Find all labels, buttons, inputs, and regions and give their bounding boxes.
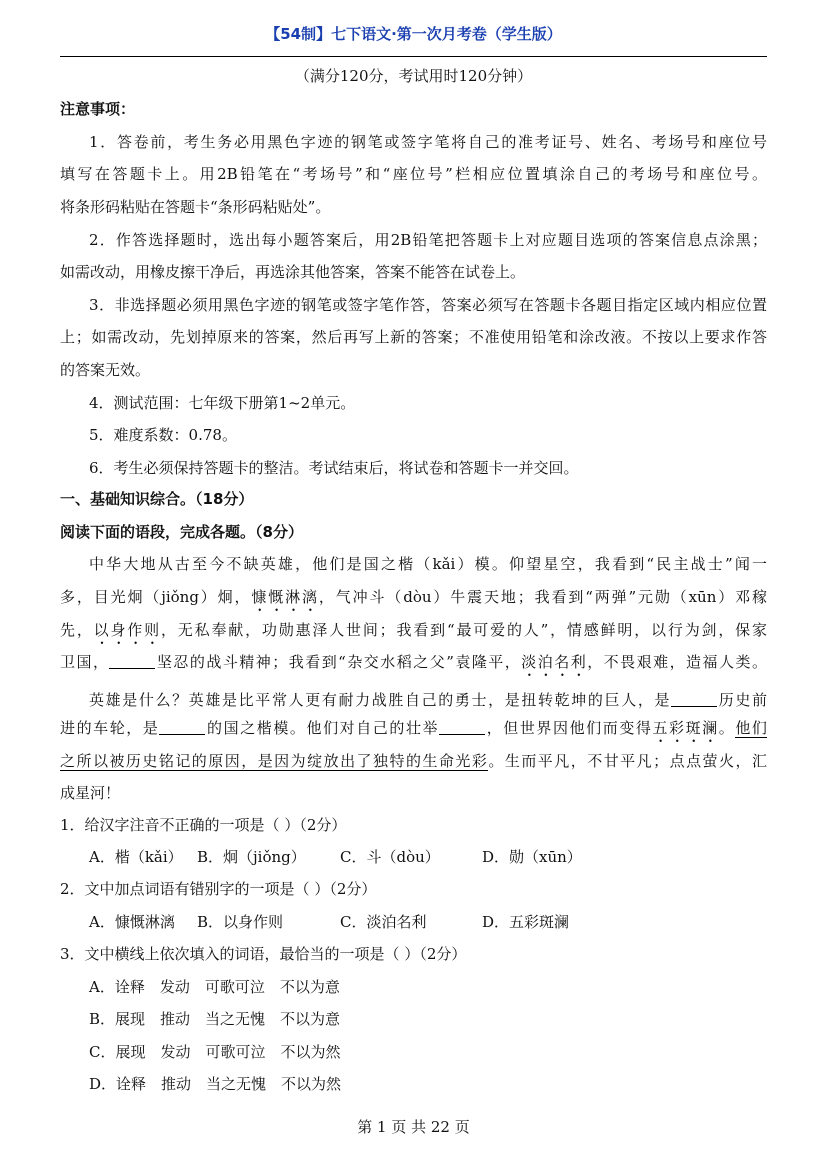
answer-blank — [671, 692, 717, 707]
underlined-sentence: 他们 — [735, 719, 767, 737]
option-c[interactable]: C．展现 发动 可歌可泣 不以为然 — [89, 1043, 341, 1061]
notice-line: 5．难度系数：0.78。 — [89, 426, 237, 444]
option-b[interactable]: B．展现 推动 当之无愧 不以为意 — [89, 1010, 341, 1028]
reading-title: 阅读下面的语段，完成各题。（8分） — [60, 523, 303, 541]
passage-line: 英雄是什么？英雄是比平常人更有耐力战胜自己的勇士，是扭转乾坤的巨人，是 历史前 — [89, 691, 767, 709]
passage-line: 中华大地从古至今不缺英雄，他们是国之楷（kǎi）模。仰望星空，我看到“民主战士”闻一 — [89, 555, 767, 573]
header-rule — [60, 56, 767, 57]
notice-line: 的答案无效。 — [60, 361, 151, 379]
answer-blank — [439, 720, 485, 735]
notice-line: 3．非选择题必须用黑色字迹的钢笔或签字笔作答，答案必须写在答题卡各题目指定区域内相应位置 — [89, 296, 767, 314]
notice-line: 填写在答题卡上。用2B铅笔在“考场号”和“座位号”栏相应位置填涂自己的考场号和座位号。 — [60, 165, 767, 183]
question-stem: 1．给汉字注音不正确的一项是（ ）（2分） — [60, 816, 347, 834]
notice-line: 上；如需改动，先划掉原来的答案，然后再写上新的答案；不准使用铅笔和涂改液。不按以上要求作答 — [60, 328, 767, 346]
option-a[interactable]: A．楷（kǎi） — [89, 848, 183, 866]
notice-line: 4．测试范围：七年级下册第1~2单元。 — [89, 394, 356, 412]
dotted-word: 淡泊名利 — [521, 653, 588, 671]
passage-line: 先，以身作则，无私奉献，功勋惠泽人世间；我看到“最可爱的人”，情感鲜明，以行为剑，保家 — [60, 621, 767, 639]
option-d[interactable]: D．勋（xūn） — [482, 848, 582, 866]
option-c[interactable]: C．斗（dòu） — [340, 848, 440, 866]
dotted-word: 五彩斑澜 — [652, 719, 719, 737]
option-a[interactable]: A．慷慨淋漓 — [89, 913, 175, 931]
option-a[interactable]: A．诠释 发动 可歌可泣 不以为意 — [89, 978, 340, 996]
passage-line: 进的车轮，是 的国之楷模。他们对自己的壮举 ，但世界因他们而变得五彩斑澜。他们 — [60, 719, 767, 737]
notice-line: 将条形码粘贴在答题卡“条形码粘贴处”。 — [60, 198, 331, 216]
notice-line: 6．考生必须保持答题卡的整洁。考试结束后，将试卷和答题卡一并交回。 — [89, 459, 579, 477]
underlined-sentence: 之所以被历史铭记的原因，是因为绽放出了独特的生命光彩 — [60, 752, 489, 770]
dotted-word: 以身作则 — [93, 621, 161, 639]
answer-blank — [109, 654, 155, 669]
dotted-word: 慷慨淋漓 — [251, 588, 319, 606]
passage-line: 卫国， 坚忍的战斗精神；我看到“杂交水稻之父”袁隆平，淡泊名利，不畏艰难，造福人类。 — [60, 653, 767, 671]
document-header: 【54制】七下语文·第一次月考卷（学生版） — [265, 25, 562, 43]
answer-blank — [159, 720, 205, 735]
exam-meta: （满分120分，考试用时120分钟） — [294, 67, 533, 85]
passage-line: 之所以被历史铭记的原因，是因为绽放出了独特的生命光彩。生而平凡，不甘平凡；点点萤火，汇 — [60, 752, 767, 770]
option-b[interactable]: B．炯（jiǒng） — [197, 848, 306, 866]
option-b[interactable]: B．以身作则 — [197, 913, 284, 931]
option-d[interactable]: D．诠释 推动 当之无愧 不以为然 — [89, 1075, 342, 1093]
question-options — [89, 847, 582, 867]
notice-line: 1．答卷前，考生务必用黑色字迹的钢笔或签字笔将自己的准考证号、姓名、考场号和座位号 — [89, 133, 767, 151]
option-c[interactable]: C．淡泊名利 — [340, 913, 427, 931]
option-d[interactable]: D．五彩斑澜 — [482, 913, 570, 931]
question-stem: 3．文中横线上依次填入的词语，最恰当的一项是（ ）（2分） — [60, 945, 467, 963]
passage-line: 多，目光炯（jiǒng）炯，慷慨淋漓，气冲斗（dòu）牛震天地；我看到“两弹”元勋（xūn）邓稼 — [60, 588, 767, 606]
section-title: 一、基础知识综合。（18分） — [60, 490, 254, 508]
notice-line: 2．作答选择题时，选出每小题答案后，用2B铅笔把答题卡上对应题目选项的答案信息点涂黑； — [89, 231, 767, 249]
passage-line: 成星河！ — [60, 784, 121, 802]
page-footer: 第 1 页 共 22 页 — [357, 1118, 470, 1136]
question-options — [89, 912, 569, 932]
notice-line: 如需改动，用橡皮擦干净后，再选涂其他答案，答案不能答在试卷上。 — [60, 263, 526, 281]
notice-title: 注意事项： — [60, 100, 136, 118]
question-stem: 2．文中加点词语有错别字的一项是（ ）（2分） — [60, 880, 377, 898]
